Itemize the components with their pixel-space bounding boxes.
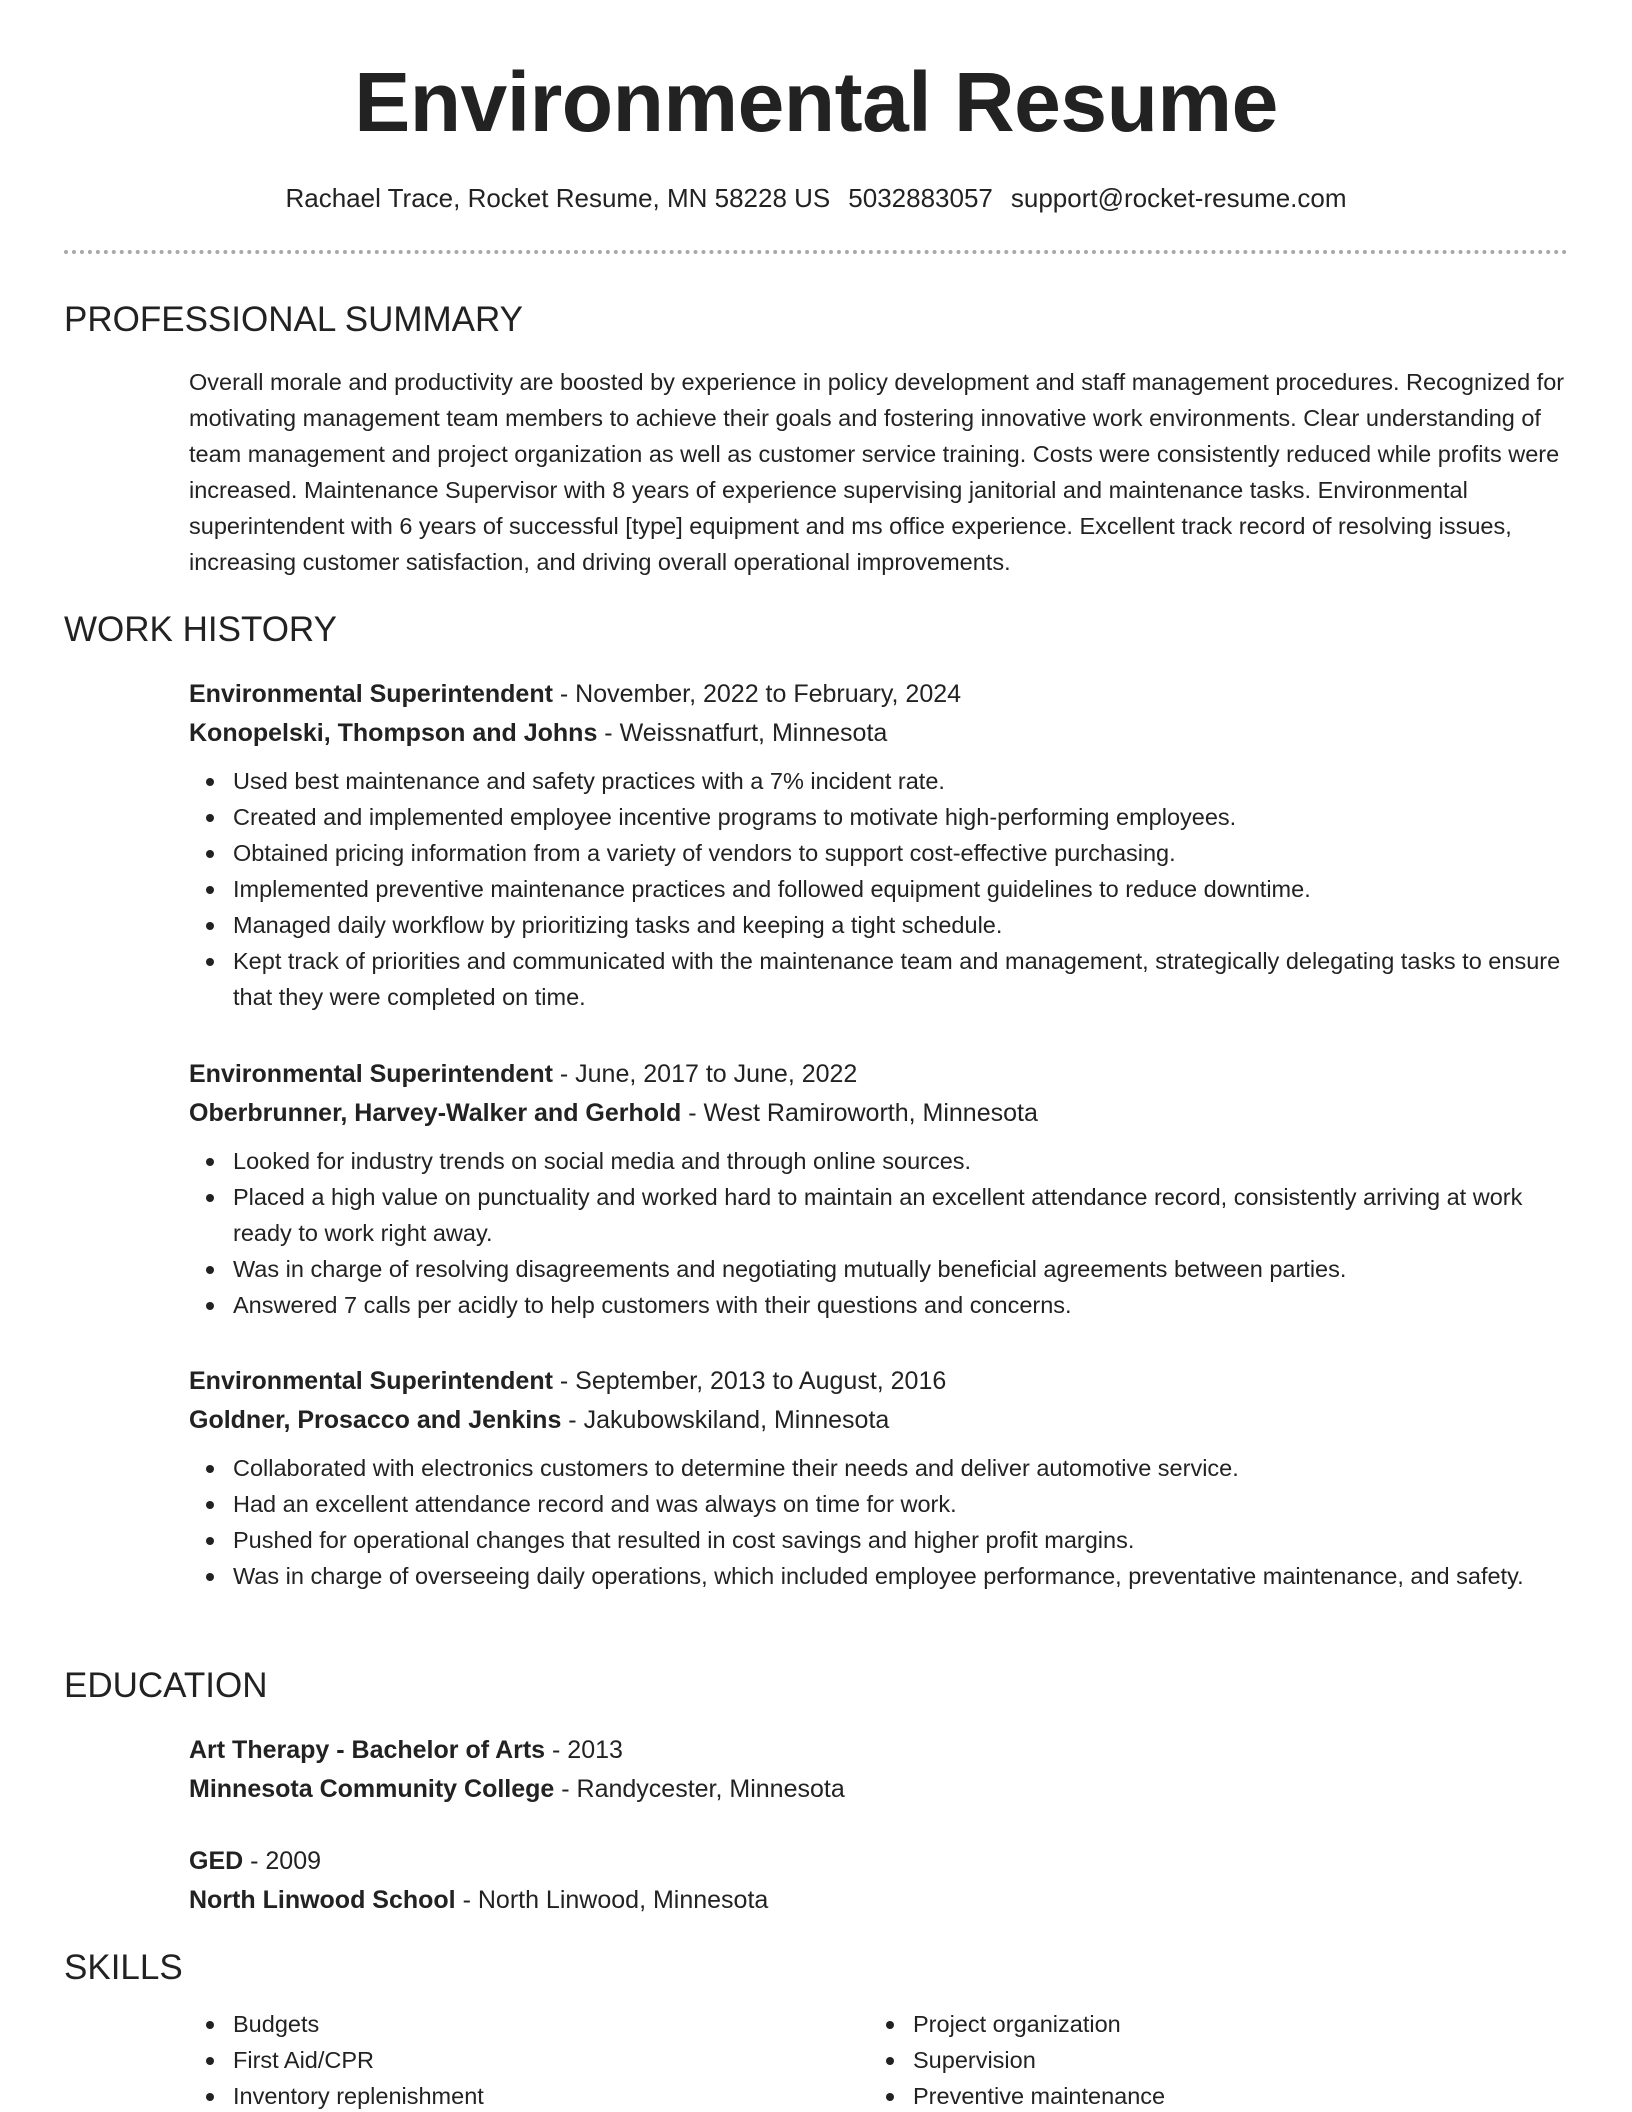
skill-item: First Aid/CPR xyxy=(233,2042,484,2078)
job-title: Environmental Superintendent xyxy=(189,1060,553,1088)
education-location: - Randycester, Minnesota xyxy=(554,1775,845,1803)
job-bullet: Created and implemented employee incentive programs to motivate high-performing employees. xyxy=(233,799,1568,835)
education-heading: EDUCATION xyxy=(64,1666,268,1705)
job-bullet: Managed daily workflow by prioritizing tasks and keeping a tight schedule. xyxy=(233,907,1568,943)
job-bullet: Answered 7 calls per acidly to help customers with their questions and concerns. xyxy=(233,1287,1568,1323)
job-company-line xyxy=(189,1094,1568,1133)
header-divider xyxy=(64,250,1568,254)
summary-text: Overall morale and productivity are boosted by experience in policy development and staff management procedures. Recognized for motivating management team members to achieve their goals and fostering innovative work environments. Clear understanding of team management and project organization as well as customer service training. Costs were consistently reduced while profits were increased. Maintenance Supervisor with 8 years of experience supervising janitorial and maintenance tasks. Environmental superintendent with 6 years of successful [type] equipment and ms office experience. Excellent track record of resolving issues, increasing customer satisfaction, and driving overall operational improvements. xyxy=(189,369,1565,575)
contact-address: Rachael Trace, Rocket Resume, MN 58228 US xyxy=(285,183,831,213)
education-school-line xyxy=(189,1881,1568,1920)
job-company: Goldner, Prosacco and Jenkins xyxy=(189,1406,562,1434)
job-bullet: Used best maintenance and safety practices with a 7% incident rate. xyxy=(233,763,1568,799)
job-company-line xyxy=(189,714,1568,753)
education-year: - 2009 xyxy=(243,1847,322,1875)
job-title-line xyxy=(189,1055,1568,1094)
education-degree: Art Therapy - Bachelor of Arts xyxy=(189,1736,546,1764)
contact-email: support@rocket-resume.com xyxy=(1010,183,1347,213)
job-dates: - June, 2017 to June, 2022 xyxy=(552,1060,858,1088)
education-degree-line xyxy=(189,1842,1568,1881)
education-year: - 2013 xyxy=(545,1736,623,1764)
job-title-line xyxy=(189,1362,1568,1401)
education-entry xyxy=(189,1842,1568,1920)
job-bullet: Obtained pricing information from a variety of vendors to support cost-effective purchasing. xyxy=(233,835,1568,871)
job-company-line xyxy=(189,1401,1568,1440)
job-location: - West Ramiroworth, Minnesota xyxy=(681,1099,1038,1127)
job-company: Oberbrunner, Harvey-Walker and Gerhold xyxy=(189,1099,682,1127)
skill-item: Budgets xyxy=(233,2006,484,2042)
education-degree-line xyxy=(189,1731,1568,1770)
education-school: Minnesota Community College xyxy=(189,1775,555,1803)
job-title: Environmental Superintendent xyxy=(189,1367,553,1395)
job-bullet: Was in charge of overseeing daily operations, which included employee performance, preventative maintenance, and safety. xyxy=(233,1558,1568,1594)
education-degree: GED xyxy=(189,1847,244,1875)
skill-item: Inventory replenishment xyxy=(233,2078,484,2112)
job-bullet: Was in charge of resolving disagreements and negotiating mutually beneficial agreements between parties. xyxy=(233,1251,1568,1287)
education-entry xyxy=(189,1731,1568,1809)
job-bullets xyxy=(189,763,1568,1015)
job-bullet: Looked for industry trends on social media and through online sources. xyxy=(233,1143,1568,1179)
skills-column-right xyxy=(869,2006,1165,2112)
skill-item: Preventive maintenance xyxy=(913,2078,1165,2112)
job-title: Environmental Superintendent xyxy=(189,680,553,708)
skills-list xyxy=(189,2006,1568,2112)
resume-title: Environmental Resume xyxy=(354,55,1278,149)
job-entry xyxy=(189,1362,1568,1594)
job-bullet: Implemented preventive maintenance practices and followed equipment guidelines to reduce downtime. xyxy=(233,871,1568,907)
skill-item: Project organization xyxy=(913,2006,1165,2042)
skills-heading: SKILLS xyxy=(64,1948,183,1987)
job-entry xyxy=(189,1055,1568,1323)
job-entry xyxy=(189,675,1568,1015)
job-title-line xyxy=(189,675,1568,714)
job-bullet: Kept track of priorities and communicated with the maintenance team and management, strategically delegating tasks to ensure that they were completed on time. xyxy=(233,943,1568,1015)
job-bullet: Pushed for operational changes that resulted in cost savings and higher profit margins. xyxy=(233,1522,1568,1558)
job-dates: - November, 2022 to February, 2024 xyxy=(552,680,962,708)
job-bullet: Placed a high value on punctuality and worked hard to maintain an excellent attendance record, consistently arriving at work ready to work right away. xyxy=(233,1179,1568,1251)
skills-column-left xyxy=(189,2006,484,2112)
job-location: - Weissnatfurt, Minnesota xyxy=(597,719,888,747)
education-school: North Linwood School xyxy=(189,1886,456,1914)
job-bullet: Collaborated with electronics customers to determine their needs and deliver automotive service. xyxy=(233,1450,1568,1486)
job-dates: - September, 2013 to August, 2016 xyxy=(552,1367,947,1395)
job-company: Konopelski, Thompson and Johns xyxy=(189,719,598,747)
work-history-heading: WORK HISTORY xyxy=(64,610,337,649)
job-bullets xyxy=(189,1450,1568,1594)
summary-heading: PROFESSIONAL SUMMARY xyxy=(64,300,523,339)
contact-line xyxy=(0,180,1632,216)
contact-phone: 5032883057 xyxy=(848,183,993,213)
job-location: - Jakubowskiland, Minnesota xyxy=(561,1406,890,1434)
job-bullet: Had an excellent attendance record and was always on time for work. xyxy=(233,1486,1568,1522)
job-bullets xyxy=(189,1143,1568,1323)
summary-section xyxy=(189,364,1568,580)
education-school-line xyxy=(189,1770,1568,1809)
skill-item: Supervision xyxy=(913,2042,1165,2078)
education-location: - North Linwood, Minnesota xyxy=(455,1886,769,1914)
